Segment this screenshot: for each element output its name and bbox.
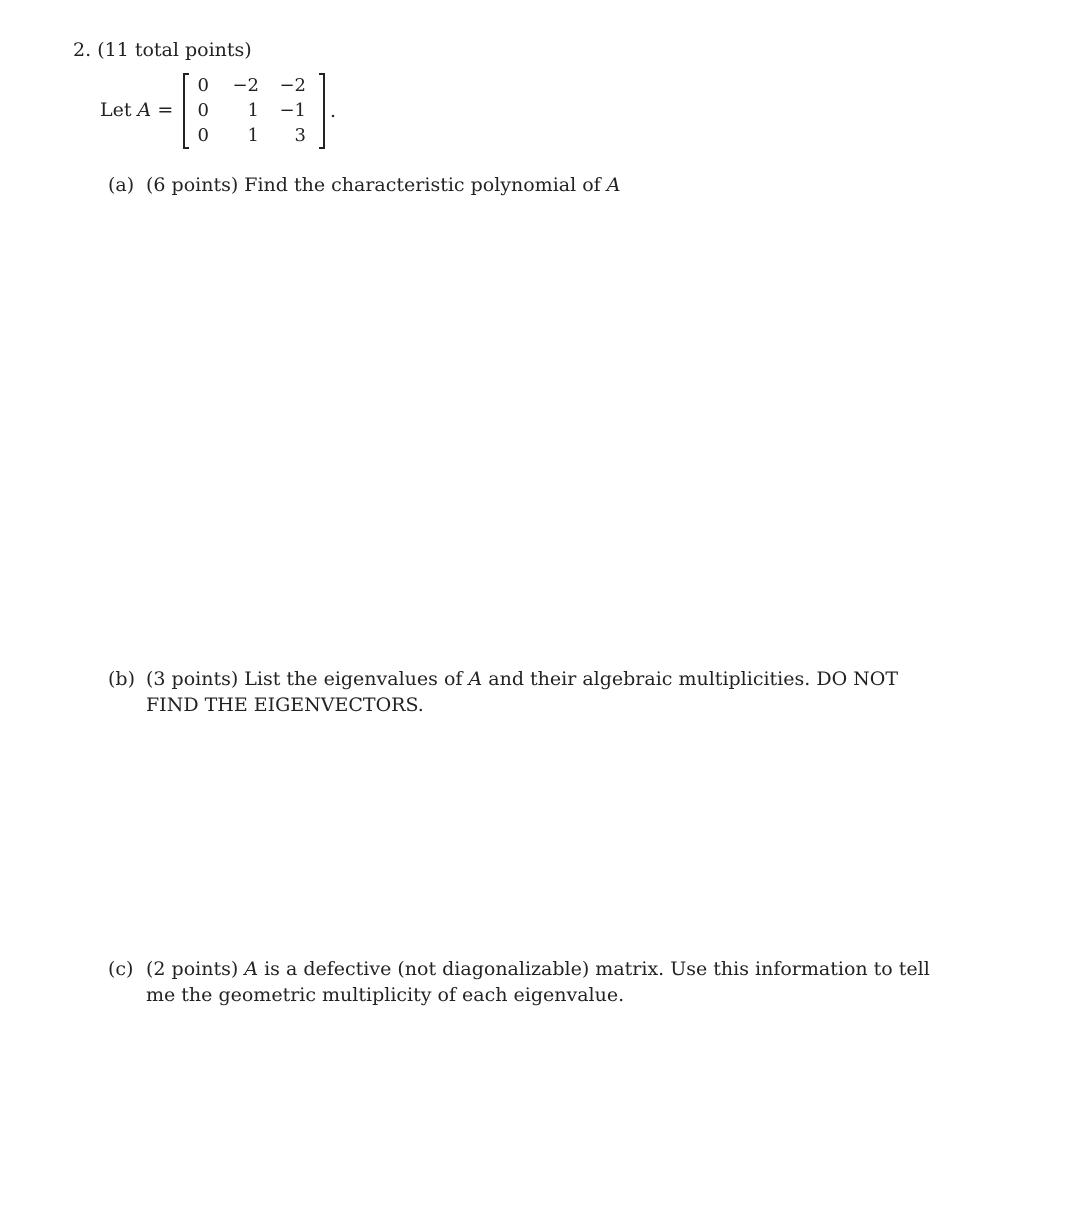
matrix-cell: 1 (247, 125, 259, 146)
part-a-text (146, 172, 946, 198)
part-c-label: (c) (108, 958, 134, 980)
let-word: Let (100, 99, 132, 121)
matrix-cell: 1 (247, 100, 259, 121)
matrix-cell: 3 (294, 125, 306, 146)
matrix-cell: 0 (197, 100, 209, 121)
part-a-label: (a) (108, 174, 135, 196)
part-b-label: (b) (108, 668, 135, 690)
part-c-var: A (244, 958, 259, 980)
matrix-cell: −1 (279, 100, 306, 121)
part-a-var: A (606, 174, 621, 196)
part-b-text (146, 666, 946, 718)
matrix-cell: 0 (197, 125, 209, 146)
equals-sign: = (157, 99, 174, 121)
question-header (73, 37, 252, 63)
part-b-var: A (468, 668, 483, 690)
matrix-cell: 0 (197, 75, 209, 96)
part-c-text (146, 956, 946, 1008)
part-b-text-before: (3 points) List the eigenvalues of (146, 668, 463, 690)
matrix-definition-label (100, 97, 173, 123)
part-a-text-before: (6 points) Find the characteristic polynomial of (146, 174, 601, 196)
matrix-a (183, 73, 325, 149)
matrix-variable: A (137, 99, 152, 121)
part-c-text-after: is a defective (not diagonalizable) matrix. Use this information to tell me the geometric multiplicity of each eigenvalue. (146, 958, 930, 1006)
matrix-cell: −2 (279, 75, 306, 96)
question-points: (11 total points) (97, 39, 252, 61)
matrix-right-bracket (319, 73, 325, 149)
matrix-period: . (330, 100, 337, 122)
part-b-text-after: and their algebraic multiplicities. DO NOT FIND THE EIGENVECTORS. (146, 668, 899, 716)
question-number: 2. (73, 39, 92, 61)
matrix-cell: −2 (232, 75, 259, 96)
part-c-text-before: (2 points) (146, 958, 239, 980)
